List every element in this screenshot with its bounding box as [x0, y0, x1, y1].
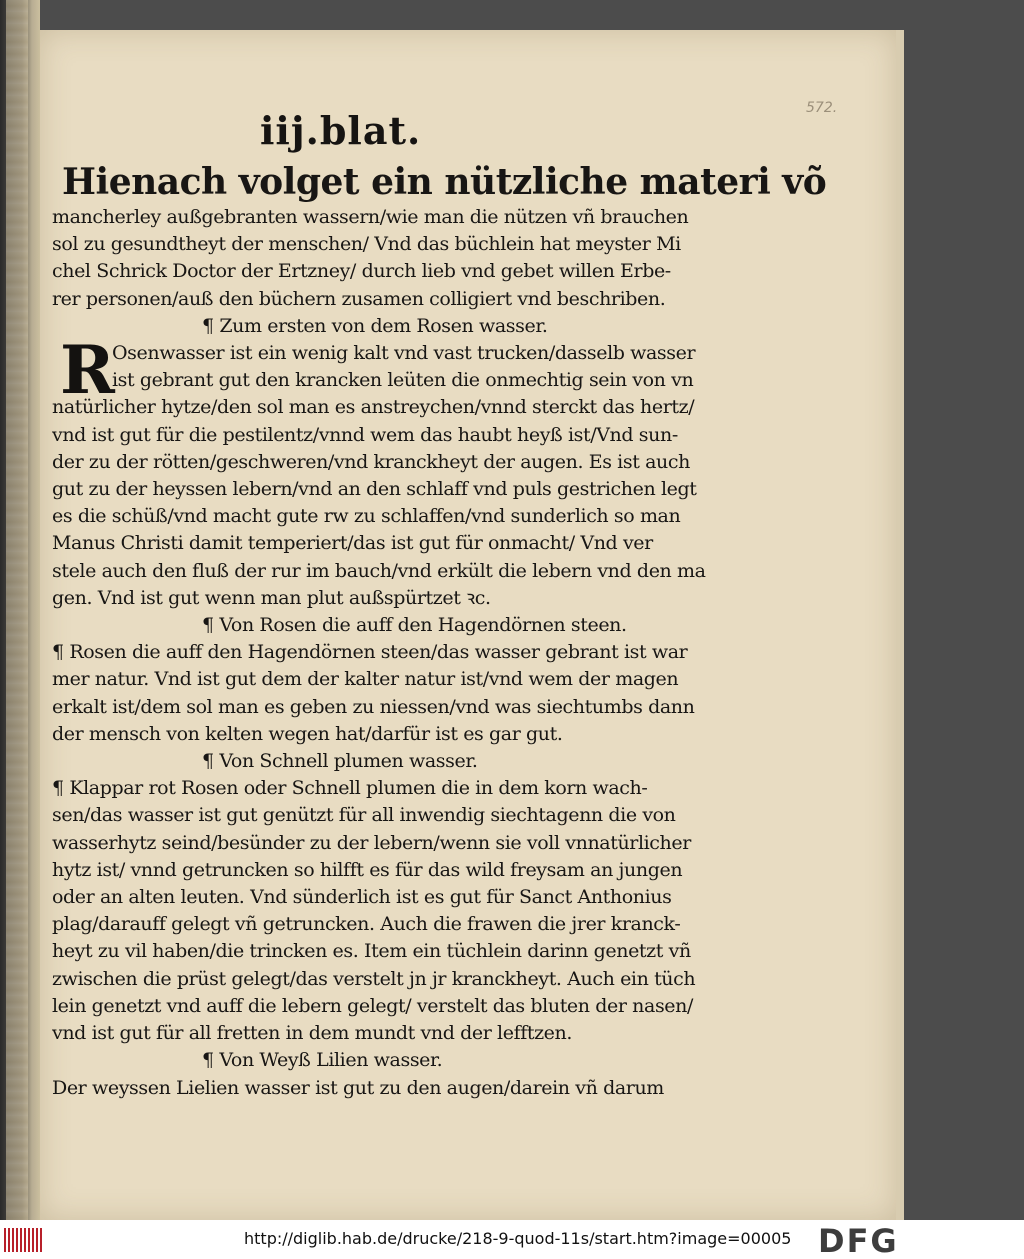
text-line: Osenwasser ist ein wenig kalt vnd vast trucken/dasselb wasser [112, 342, 696, 365]
text-line: erkalt ist/dem sol man es geben zu niessen/vnd was siechtumbs dann [52, 695, 695, 718]
text-line: hytz ist/ vnnd getruncken so hilfft es für das wild freysam an jungen [52, 858, 683, 881]
sheet-heading: iij.blat. [260, 108, 422, 153]
text-line: der zu der rötten/geschweren/vnd kranckheyt der augen. Es ist auch [52, 450, 690, 473]
page-text [52, 160, 827, 1102]
intro-line: rer personen/auß den büchern zusamen colligiert vnd beschriben. [52, 287, 666, 310]
text-line: gut zu der heyssen lebern/vnd an den schlaff vnd puls gestrichen legt [52, 478, 697, 501]
treatise-title: Hienach volget ein nützliche materi võ [62, 161, 827, 203]
intro-line: chel Schrick Doctor der Ertzney/ durch lieb vnd gebet willen Erbe- [52, 260, 671, 283]
folio-number: 572. [806, 100, 838, 116]
permalink-url[interactable]: http://diglib.hab.de/drucke/218-9-quod-11s/start.htm?image=00005 [244, 1229, 792, 1248]
dfg-logo: DFG [818, 1222, 899, 1259]
text-line: heyt zu vil haben/die trincken es. Item ein tüchlein darinn genetzt vñ [52, 940, 691, 963]
section-heading-poppy-water: ¶ Von Schnell plumen wasser. [202, 750, 478, 773]
text-line: Der weyssen Lielien wasser ist gut zu den augen/darein vñ darum [52, 1076, 664, 1099]
text-line: vnd ist gut für die pestilentz/vnnd wem das haubt heyß ist/Vnd sun- [52, 423, 678, 446]
intro-line: sol zu gesundtheyt der menschen/ Vnd das büchlein hat meyster Mi [52, 233, 681, 256]
text-line: Manus Christi damit temperiert/das ist gut für onmacht/ Vnd ver [52, 532, 653, 555]
intro-line: mancherley außgebranten wassern/wie man die nützen vñ brauchen [52, 206, 689, 228]
text-line: lein genetzt vnd auff die lebern gelegt/ verstelt das bluten der nasen/ [52, 994, 693, 1017]
text-line: mer natur. Vnd ist gut dem der kalter natur ist/vnd wem der magen [52, 668, 679, 691]
section-heading-rose-water: ¶ Zum ersten von dem Rosen wasser. [202, 314, 548, 337]
section-rose-water [52, 331, 722, 612]
text-line: oder an alten leuten. Vnd sünderlich ist es gut für Sanct Anthonius [52, 886, 672, 909]
text-line: plag/darauff gelegt vñ getruncken. Auch die frawen die jrer kranck- [52, 913, 681, 936]
text-line: zwischen die prüst gelegt/das verstelt jn jr kranckheyt. Auch ein tüch [52, 967, 696, 990]
drop-cap-initial: R [60, 331, 115, 410]
text-line: stele auch den fluß der rur im bauch/vnd erkült die lebern vnd den ma [52, 559, 706, 582]
text-line: sen/das wasser ist gut genützt für all inwendig siechtagenn die von [52, 804, 676, 827]
text-line: vnd ist gut für all fretten in dem mundt vnd der lefftzen. [52, 1022, 573, 1045]
text-line: wasserhytz seind/besünder zu der lebern/wenn sie voll vnnatürlicher [52, 831, 691, 854]
text-line: gen. Vnd ist gut wenn man plut außspürtzet ꝛc. [52, 586, 491, 609]
text-line: ist gebrant gut den krancken leüten die onmechtig sein von vn [112, 369, 694, 392]
text-line: es die schüß/vnd macht gute rw zu schlaffen/vnd sunderlich so man [52, 505, 681, 528]
library-logo-icon [4, 1228, 44, 1252]
text-line: ¶ Klappar rot Rosen oder Schnell plumen die in dem korn wach- [52, 777, 648, 800]
text-line: natürlicher hytze/den sol man es anstreychen/vnnd sterckt das hertz/ [52, 396, 695, 419]
section-heading-lily-water: ¶ Von Weyß Lilien wasser. [202, 1049, 443, 1072]
section-heading-hawthorn-roses: ¶ Von Rosen die auff den Hagendörnen steen. [202, 614, 627, 637]
text-line: der mensch von kelten wegen hat/darfür ist es gar gut. [52, 722, 563, 745]
text-line: ¶ Rosen die auff den Hagendörnen steen/das wasser gebrant ist war [52, 641, 688, 664]
page-right-edge [896, 30, 904, 1220]
viewer-footer [0, 1220, 1024, 1259]
adjacent-page-edges [6, 0, 28, 1220]
